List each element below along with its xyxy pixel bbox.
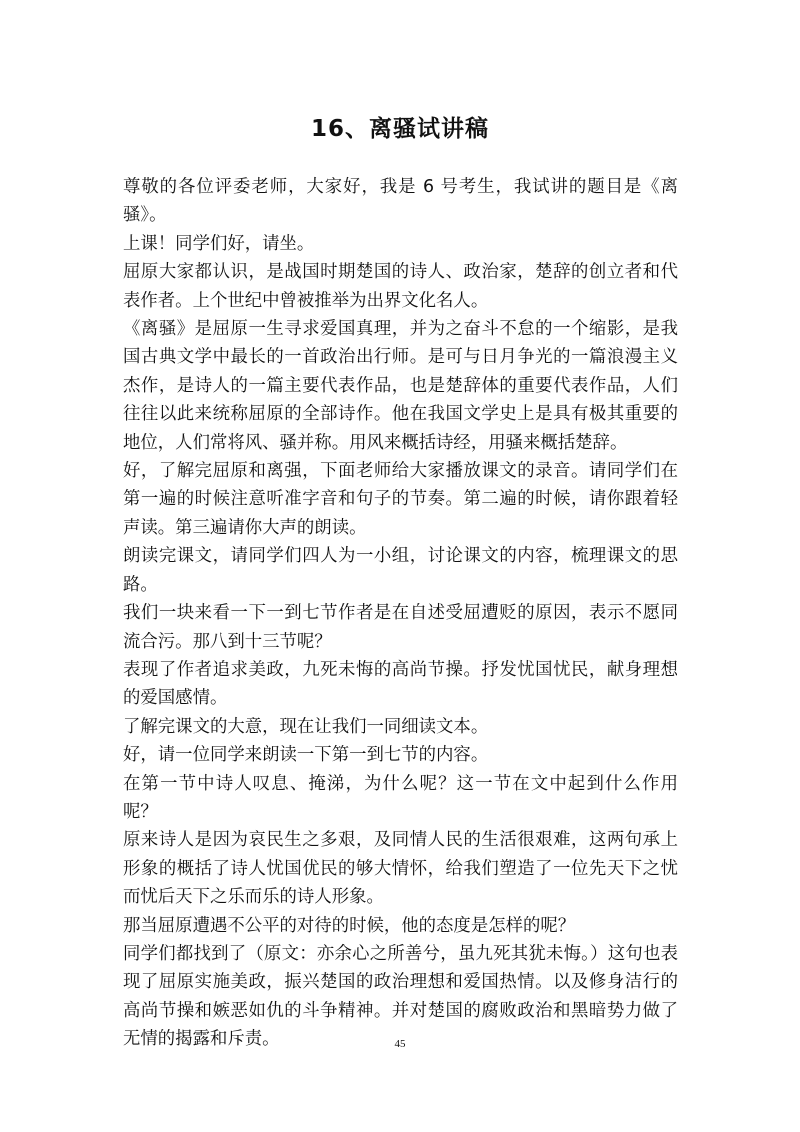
- paragraph-sections-8-13: 表现了作者追求美政，九死未悔的高尚节操。抒发忧国忧民，献身理想的爱国感情。: [123, 659, 678, 709]
- body-text: [123, 173, 678, 1054]
- paragraph-group-discussion: 朗读完课文，请同学们四人为一小组，讨论课文的内容，梳理课文的思路。: [123, 546, 678, 595]
- paragraph-question-1: 在第一节中诗人叹息、掩涕，为什么呢？这一节在文中起到什么作用呢？: [123, 773, 678, 822]
- paragraph-recording: 好，了解完屈原和离强，下面老师给大家播放课文的录音。请同学们在第一遍的时候注意听准字音和句子的节奏。第二遍的时候，请你跟着轻声读。第三遍请你大声的朗读。: [123, 461, 678, 538]
- paragraph-greeting: 尊敬的各位评委老师，大家好，我是 6 号考生，我试讲的题目是《离骚》。: [123, 177, 678, 226]
- paragraph-close-reading: 了解完课文的大意，现在让我们一同细读文本。: [123, 716, 489, 737]
- paragraph-question-2: 那当屈原遭遇不公平的对待的时候，他的态度是怎样的呢？: [123, 915, 576, 936]
- paragraph-read-aloud: 好，请一位同学来朗读一下第一到七节的内容。: [123, 745, 489, 766]
- page-number: 45: [394, 1038, 406, 1050]
- paragraph-sections-1-7: 我们一块来看一下一到七节作者是在自述受屈遭贬的原因，表示不愿同流合污。那八到十三节呢？: [123, 603, 678, 652]
- paragraph-answer-1: 原来诗人是因为哀民生之多艰，及同情人民的生活很艰难，这两句承上形象的概括了诗人忧国优民的够大情怀，给我们塑造了一位先天下之忧而忧后天下之乐而乐的诗人形象。: [123, 830, 678, 908]
- page-title: 16、离骚试讲稿: [310, 116, 489, 142]
- paragraph-class-start: 上课！同学们好，请坐。: [123, 233, 315, 254]
- paragraph-lisao-intro: 《离骚》是屈原一生寻求爱国真理，并为之奋斗不怠的一个缩影，是我国古典文学中最长的一首政治出行师。是可与日月争光的一篇浪漫主义杰作，是诗人的一篇主要代表作品，也是楚辞体的重要代表作品，人们往往以此来统称屈原的全部诗作。他在我国文学史上是具有极其重要的地位，人们常将风、骚并称。用风来概括诗经，用骚来概括楚辞。: [123, 319, 678, 453]
- paragraph-answer-2: 同学们都找到了（原文：亦余心之所善兮，虽九死其犹未悔。）这句也表现了屈原实施美政，振兴楚国的政治理想和爱国热情。以及修身洁行的高尚节操和嫉恶如仇的斗争精神。并对楚国的腐败政治和黑暗势力做了无情的揭露和斥责。: [123, 943, 678, 1050]
- paragraph-qu-yuan-intro: 屈原大家都认识，是战国时期楚国的诗人、政治家，楚辞的创立者和代表作者。上个世纪中曾被推举为出界文化名人。: [123, 262, 678, 311]
